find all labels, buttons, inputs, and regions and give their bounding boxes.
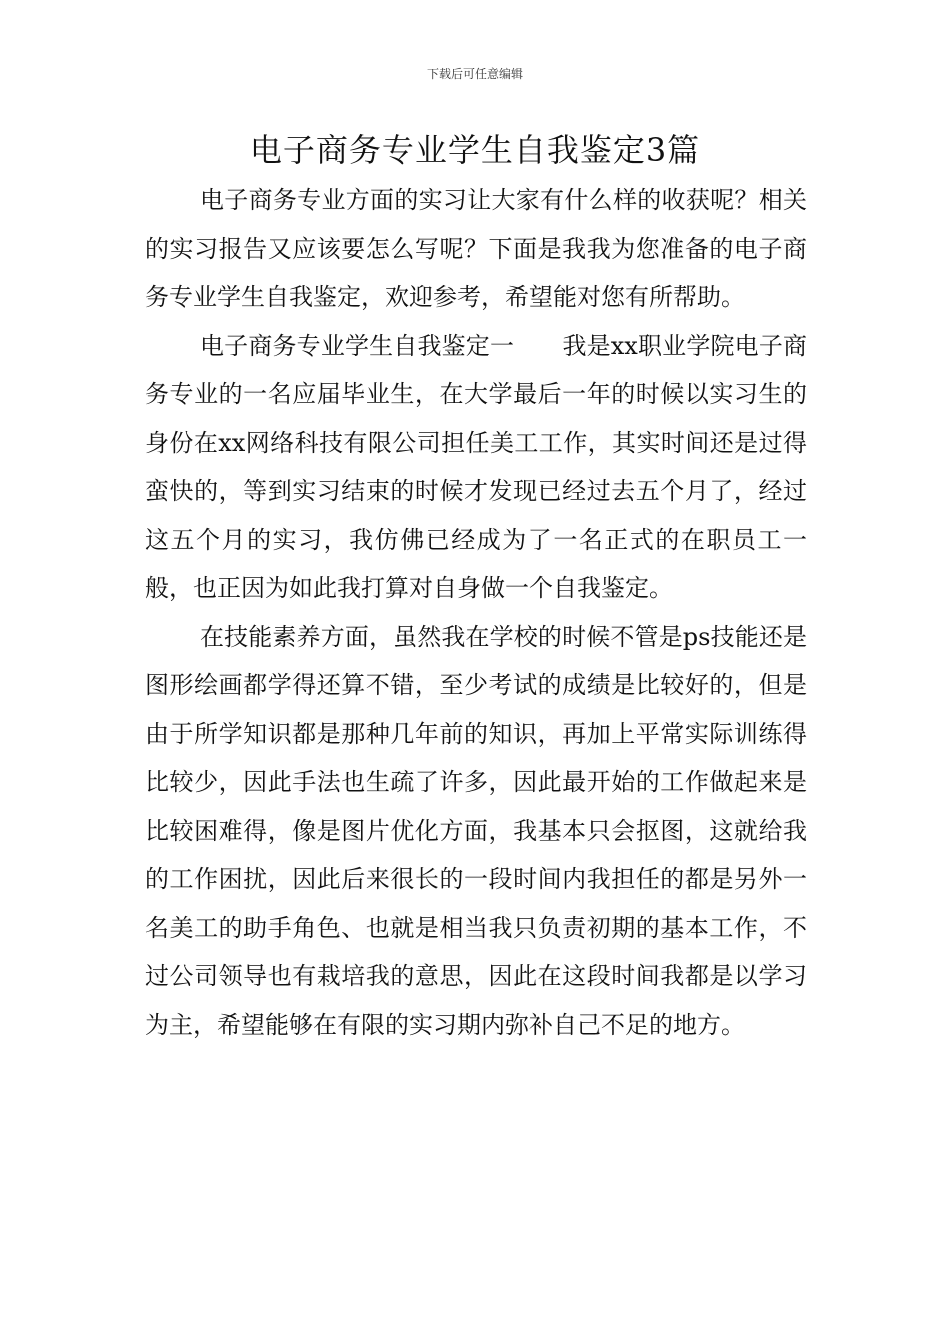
header-note: 下载后可任意编辑 [426, 67, 523, 81]
paragraph-intro: 电子商务专业方面的实习让大家有什么样的收获呢？相关的实习报告又应该要怎么写呢？下面是我我为您准备的电子商务专业学生自我鉴定，欢迎参考，希望能对您有所帮助。 [145, 186, 807, 311]
document-body [145, 176, 807, 1049]
paragraph-skills: 在技能素养方面，虽然我在学校的时候不管是ps技能还是图形绘画都学得还算不错，至少考试的成绩是比较好的，但是由于所学知识都是那种几年前的知识，再加上平常实际训练得比较少，因此手法也生疏了许多，因此最开始的工作做起来是比较困难得，像是图片优化方面，我基本只会抠图，这就给我的工作困扰，因此后来很长的一段时间内我担任的都是另外一名美工的助手角色、也就是相当我只负责初期的基本工作，不过公司领导也有栽培我的意思，因此在这段时间我都是以学习为主，希望能够在有限的实习期内弥补自己不足的地方。 [145, 622, 807, 1039]
paragraph-self-assessment-one: 电子商务专业学生自我鉴定一 我是xx职业学院电子商务专业的一名应届毕业生，在大学最后一年的时候以实习生的身份在xx网络科技有限公司担任美工工作，其实时间还是过得蛮快的，等到实习结束的时候才发现已经过去五个月了，经过这五个月的实习，我仿佛已经成为了一名正式的在职员工一般，也正因为如此我打算对自身做一个自我鉴定。 [145, 331, 807, 602]
document-title: 电子商务专业学生自我鉴定3篇 [249, 131, 701, 169]
